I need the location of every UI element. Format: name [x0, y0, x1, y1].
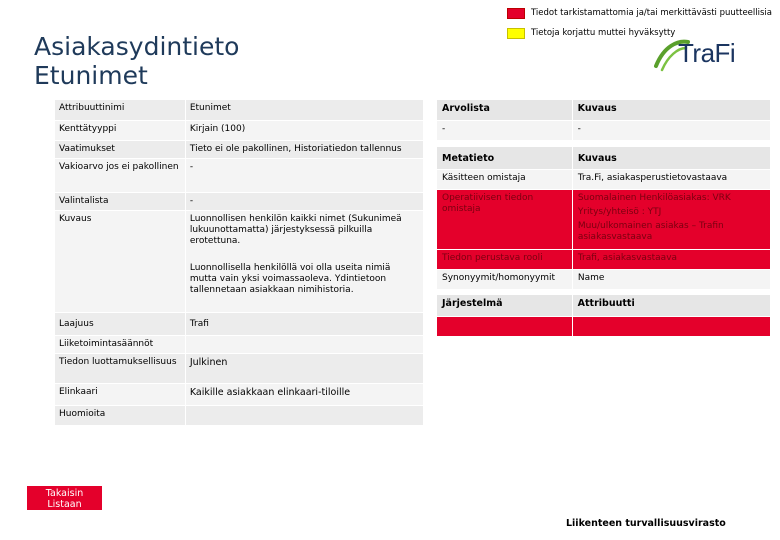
metadata-col1-header: Metatieto — [437, 147, 573, 170]
notes-label: Huomioita — [55, 406, 186, 426]
table-row — [437, 147, 771, 170]
field-type-label: Kenttätyyppi — [55, 121, 186, 141]
system-col1-header: Järjestelmä — [437, 295, 573, 317]
operational-owner-line-1: Suomalainen Henkilöasiakas: VRK — [577, 193, 731, 203]
table-row — [437, 295, 771, 317]
table-row — [437, 250, 771, 270]
concept-owner-label: Käsitteen omistaja — [437, 170, 573, 190]
yellow-status-swatch — [507, 28, 525, 39]
back-to-list-button[interactable] — [26, 485, 103, 511]
red-status-swatch — [507, 8, 525, 19]
table-row — [437, 270, 771, 290]
logo-wordmark: TraFi — [678, 38, 736, 68]
table-row — [55, 313, 424, 336]
page-title-line1: Asiakasydintieto — [34, 32, 240, 61]
table-row — [437, 317, 771, 337]
table-row — [437, 121, 771, 141]
default-value: - — [185, 159, 423, 193]
metadata-table — [436, 146, 771, 290]
back-button-line1: Takaisin — [45, 488, 84, 499]
description-paragraph-1: Luonnollisen henkilön kaikki nimet (Sukunimeä lukuunottamatta) järjestyksessä pilkuilla erotettuna. — [189, 214, 402, 246]
values-table — [436, 99, 771, 141]
concept-owner-value: Tra.Fi, asiakasperustietovastaava — [572, 170, 770, 190]
table-row — [55, 336, 424, 354]
requirements-value: Tieto ei ole pakollinen, Historiatiedon tallennus — [185, 141, 423, 159]
business-rules-label: Liiketoimintasäännöt — [55, 336, 186, 354]
lifecycle-value: Kaikille asiakkaan elinkaari-tiloille — [185, 384, 423, 406]
notes-value — [185, 406, 423, 426]
legend-yellow-label: Tietoja korjattu muttei hyväksytty — [531, 28, 676, 38]
confidentiality-label: Tiedon luottamuksellisuus — [55, 354, 186, 384]
field-type-value: Kirjain (100) — [185, 121, 423, 141]
values-col2-header: Kuvaus — [572, 100, 770, 121]
attr-name-value: Etunimet — [185, 100, 423, 121]
description-label: Kuvaus — [55, 211, 186, 313]
synonyms-value: Name — [572, 270, 770, 290]
table-row — [55, 406, 424, 426]
table-row — [55, 121, 424, 141]
description-paragraph-2: Luonnollisella henkilöllä voi olla useita nimiä mutta vain yksi voimassaoleva. Ydintietoon tallennetaan asiakkaan nimihistoria. — [189, 263, 391, 295]
table-row — [437, 170, 771, 190]
trafi-logo — [652, 36, 762, 76]
synonyms-label: Synonyymit/homonyymit — [437, 270, 573, 290]
lifecycle-label: Elinkaari — [55, 384, 186, 406]
metadata-col2-header: Kuvaus — [572, 147, 770, 170]
business-rules-value — [185, 336, 423, 354]
table-row — [55, 141, 424, 159]
system-col2-header: Attribuutti — [572, 295, 770, 317]
attr-name-label: Attribuuttinimi — [55, 100, 186, 121]
back-button-line2: Listaan — [47, 499, 82, 510]
table-row — [55, 211, 424, 313]
scope-label: Laajuus — [55, 313, 186, 336]
legend-row-red — [507, 3, 772, 23]
system-cell-1 — [437, 317, 573, 337]
system-table — [436, 294, 771, 337]
description-value — [185, 211, 423, 313]
requirements-label: Vaatimukset — [55, 141, 186, 159]
legend-red-label: Tiedot tarkistamattomia ja/tai merkittävästi puutteellisia — [531, 8, 772, 18]
table-row — [55, 159, 424, 193]
base-role-value: Trafi, asiakasvastaava — [572, 250, 770, 270]
operational-owner-line-2: Yritys/yhteisö : YTJ — [577, 207, 662, 217]
confidentiality-value: Julkinen — [185, 354, 423, 384]
page-title — [34, 32, 239, 90]
operational-owner-label: Operatiivisen tiedon omistaja — [437, 190, 573, 250]
values-cell-2: - — [572, 121, 770, 141]
table-row — [55, 100, 424, 121]
attribute-table — [54, 99, 424, 426]
system-cell-2 — [572, 317, 770, 337]
table-row — [437, 190, 771, 250]
base-role-label: Tiedon perustava rooli — [437, 250, 573, 270]
default-value-label: Vakioarvo jos ei pakollinen — [55, 159, 186, 193]
scope-value: Trafi — [185, 313, 423, 336]
picklist-label: Valintalista — [55, 193, 186, 211]
agency-name: Liikenteen turvallisuusvirasto — [566, 518, 726, 529]
operational-owner-value — [572, 190, 770, 250]
operational-owner-line-3: Muu/ulkomainen asiakas – Trafin asiakasvastaava — [577, 221, 724, 242]
values-cell-1: - — [437, 121, 573, 141]
picklist-value: - — [185, 193, 423, 211]
table-row — [55, 193, 424, 211]
table-row — [437, 100, 771, 121]
table-row — [55, 384, 424, 406]
values-col1-header: Arvolista — [437, 100, 573, 121]
page-title-line2: Etunimet — [34, 61, 148, 90]
table-row — [55, 354, 424, 384]
